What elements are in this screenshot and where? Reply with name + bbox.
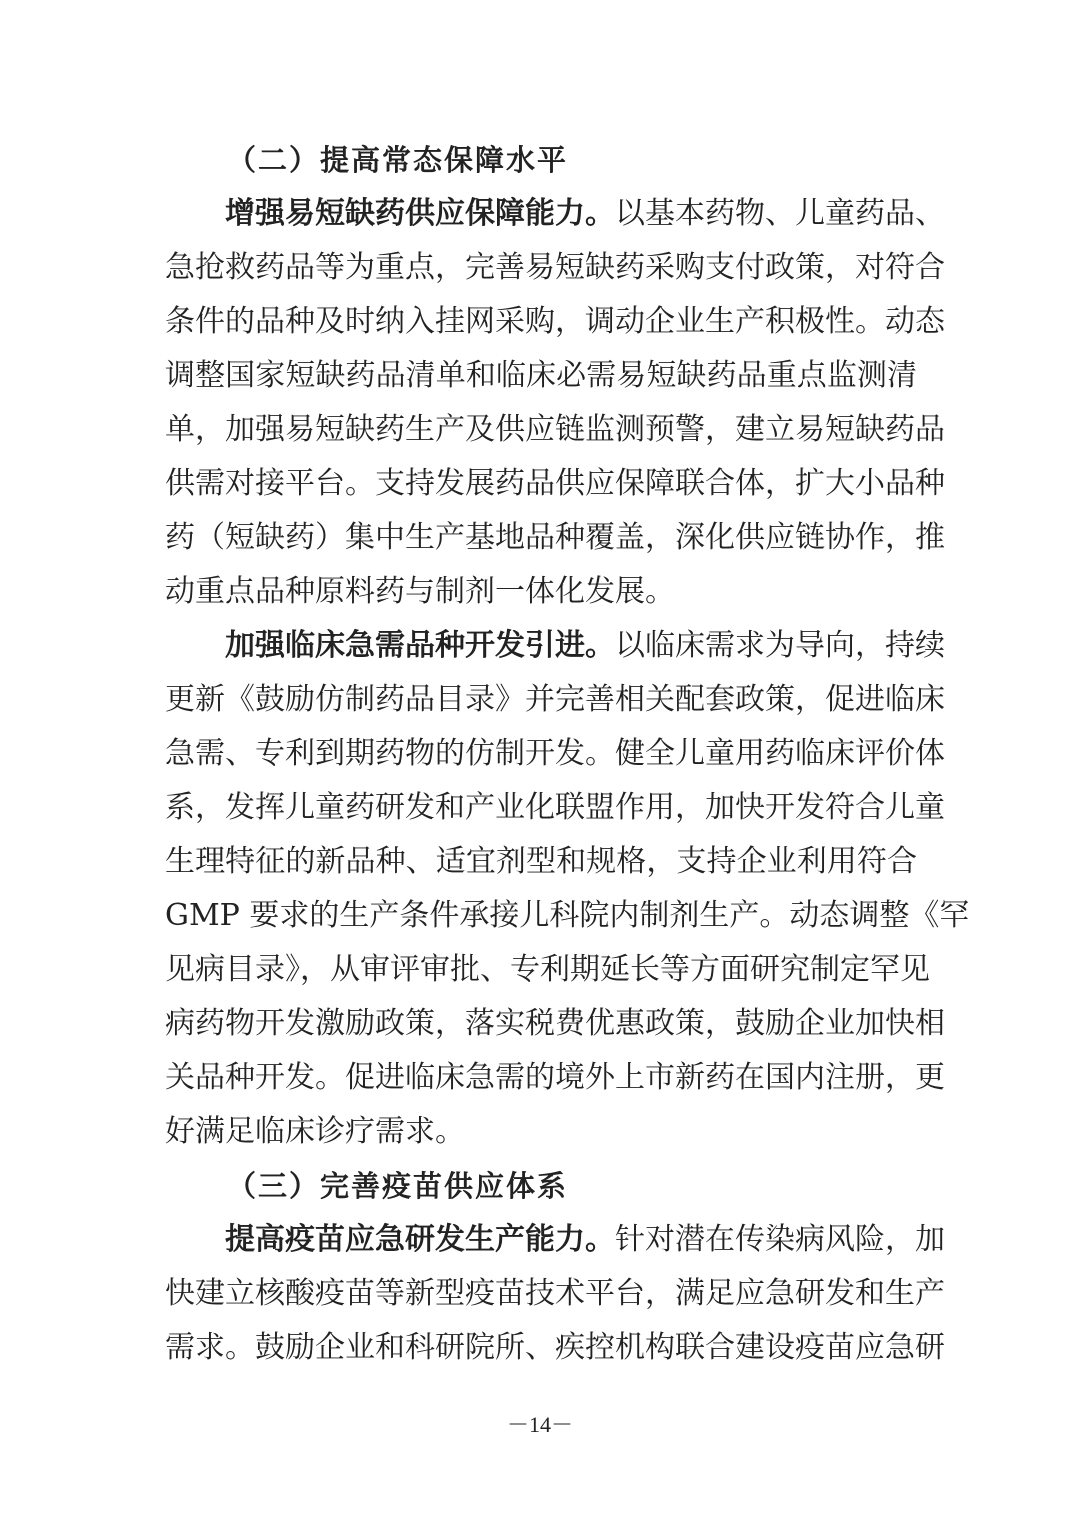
paragraph-line: 急抢救药品等为重点，完善易短缺药采购支付政策，对符合 <box>165 250 945 285</box>
paragraph-lead: 加强临床急需品种开发引进。 <box>225 628 615 663</box>
paragraph-line: 调整国家短缺药品清单和临床必需易短缺药品重点监测清 <box>165 358 917 393</box>
paragraph-line: 系，发挥儿童药研发和产业化联盟作用，加快开发符合儿童 <box>165 790 945 825</box>
paragraph-lead: 增强易短缺药供应保障能力。 <box>225 196 615 231</box>
paragraph-3 <box>165 1213 945 1375</box>
paragraph-line: 供需对接平台。支持发展药品供应保障联合体，扩大小品种 <box>165 466 945 501</box>
page-number: －14－ <box>506 1412 573 1437</box>
document-page <box>165 133 970 1375</box>
paragraph-line: 快建立核酸疫苗等新型疫苗技术平台，满足应急研发和生产 <box>165 1276 945 1311</box>
paragraph-line: 动重点品种原料药与制剂一体化发展。 <box>165 574 675 609</box>
paragraph-2 <box>165 619 970 1159</box>
paragraph-line: 好满足临床诊疗需求。 <box>165 1114 465 1149</box>
paragraph-line: 病药物开发激励政策，落实税费优惠政策，鼓励企业加快相 <box>165 1006 945 1041</box>
paragraph-lead: 提高疫苗应急研发生产能力。 <box>225 1222 615 1257</box>
paragraph-line: 需求。鼓励企业和科研院所、疾控机构联合建设疫苗应急研 <box>165 1330 945 1365</box>
paragraph-line: 急需、专利到期药物的仿制开发。健全儿童用药临床评价体 <box>165 736 945 771</box>
paragraph-1 <box>165 187 945 619</box>
paragraph-line: 增强易短缺药供应保障能力。以基本药物、儿童药品、 <box>225 196 945 231</box>
section-heading-3: （三）完善疫苗供应体系 <box>227 1169 569 1203</box>
paragraph-line: 更新《鼓励仿制药品目录》并完善相关配套政策，促进临床 <box>165 682 945 717</box>
section-heading-2: （二）提高常态保障水平 <box>227 143 569 177</box>
paragraph-line: 加强临床急需品种开发引进。以临床需求为导向，持续 <box>225 628 945 663</box>
paragraph-line: 药（短缺药）集中生产基地品种覆盖，深化供应链协作，推 <box>165 520 945 555</box>
paragraph-line: 单，加强易短缺药生产及供应链监测预警，建立易短缺药品 <box>165 412 945 447</box>
paragraph-line: 见病目录》，从审评审批、专利期延长等方面研究制定罕见 <box>165 952 930 987</box>
paragraph-line: 提高疫苗应急研发生产能力。针对潜在传染病风险，加 <box>225 1222 945 1257</box>
paragraph-line: 条件的品种及时纳入挂网采购，调动企业生产积极性。动态 <box>165 304 945 339</box>
paragraph-line: 关品种开发。促进临床急需的境外上市新药在国内注册，更 <box>165 1060 945 1095</box>
paragraph-line: 生理特征的新品种、适宜剂型和规格，支持企业利用符合 <box>165 844 917 879</box>
paragraph-line: GMP 要求的生产条件承接儿科院内制剂生产。动态调整《罕 <box>165 898 970 933</box>
